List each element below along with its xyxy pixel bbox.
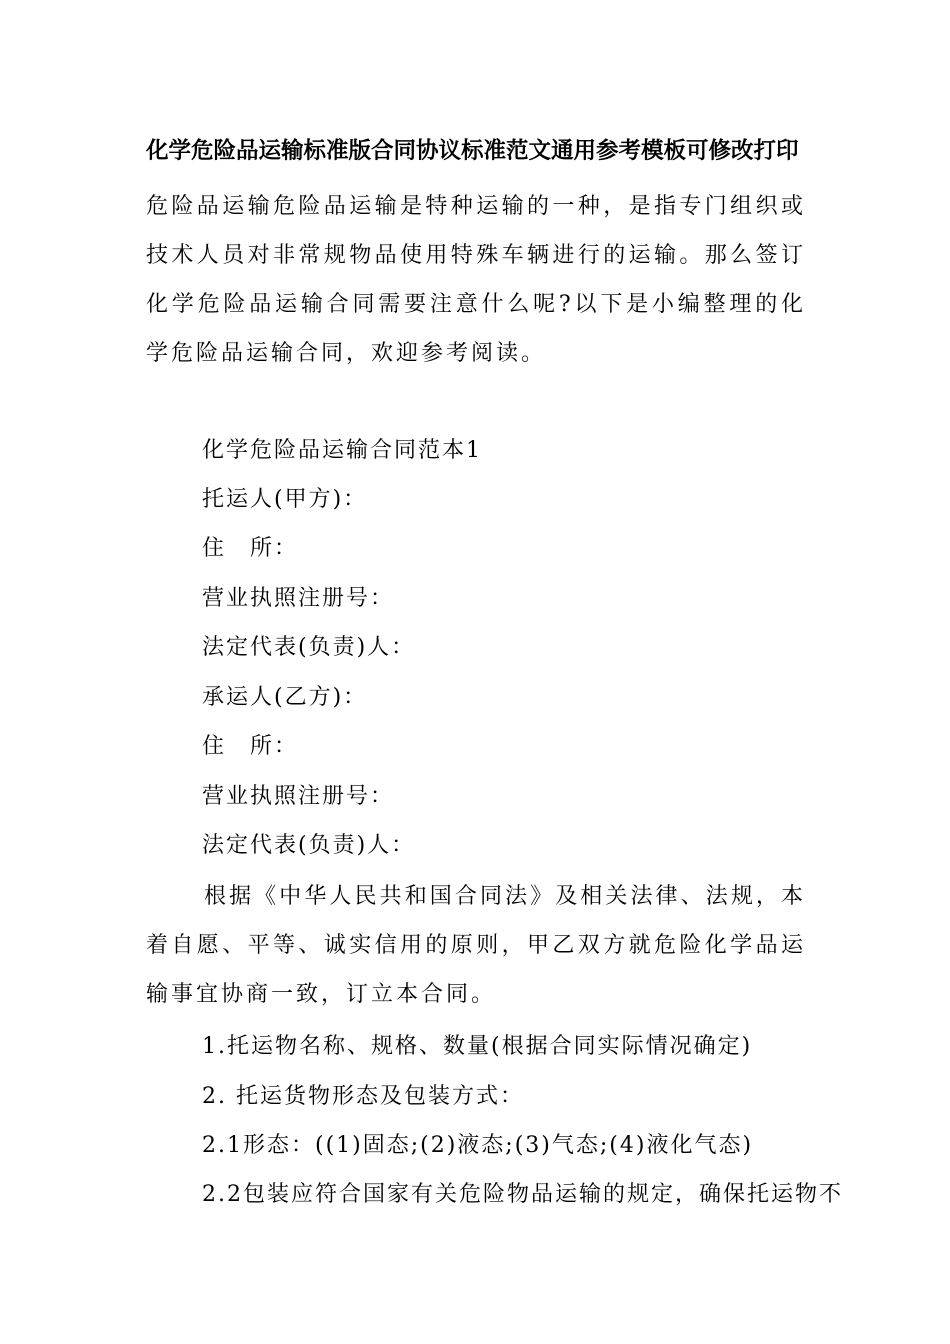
section-title: 化学危险品运输合同范本1: [202, 438, 482, 463]
party-b-license: 营业执照注册号：: [202, 784, 395, 809]
party-a-representative: 法定代表(负责)人：: [202, 635, 416, 660]
intro-paragraph: 危险品运输危险品运输是特种运输的一种，是指专门组织或技术人员对非常规物品使用特殊车辆进行的运输。那么签订化学危险品运输合同需要注意什么呢?以下是小编整理的化学危险品运输合同，欢迎参考阅读。: [146, 194, 806, 366]
clause-2: 2. 托运货物形态及包装方式：: [202, 1084, 524, 1109]
party-a-address: 住 所：: [202, 536, 299, 561]
party-b-representative: 法定代表(负责)人：: [202, 833, 416, 858]
clause-1: 1.托运物名称、规格、数量(根据合同实际情况确定): [202, 1034, 753, 1059]
document-title: 化学危险品运输标准版合同协议标准范文通用参考模板可修改打印: [146, 138, 799, 164]
party-b-label: 承运人(乙方)：: [202, 685, 368, 710]
clause-2-2: 2.2包装应符合国家有关危险物品运输的规定，确保托运物不: [202, 1182, 843, 1207]
clause-2-1: 2.1形态：((1)固态;(2)液态;(3)气态;(4)液化气态): [202, 1133, 754, 1158]
party-a-license: 营业执照注册号：: [202, 586, 395, 611]
party-a-label: 托运人(甲方)：: [202, 487, 368, 512]
party-b-address: 住 所：: [202, 734, 299, 759]
preamble-paragraph: 根据《中华人民共和国合同法》及相关法律、法规，本着自愿、平等、诚实信用的原则，甲乙双方就危险化学品运输事宜协商一致，订立本合同。: [146, 884, 806, 1007]
